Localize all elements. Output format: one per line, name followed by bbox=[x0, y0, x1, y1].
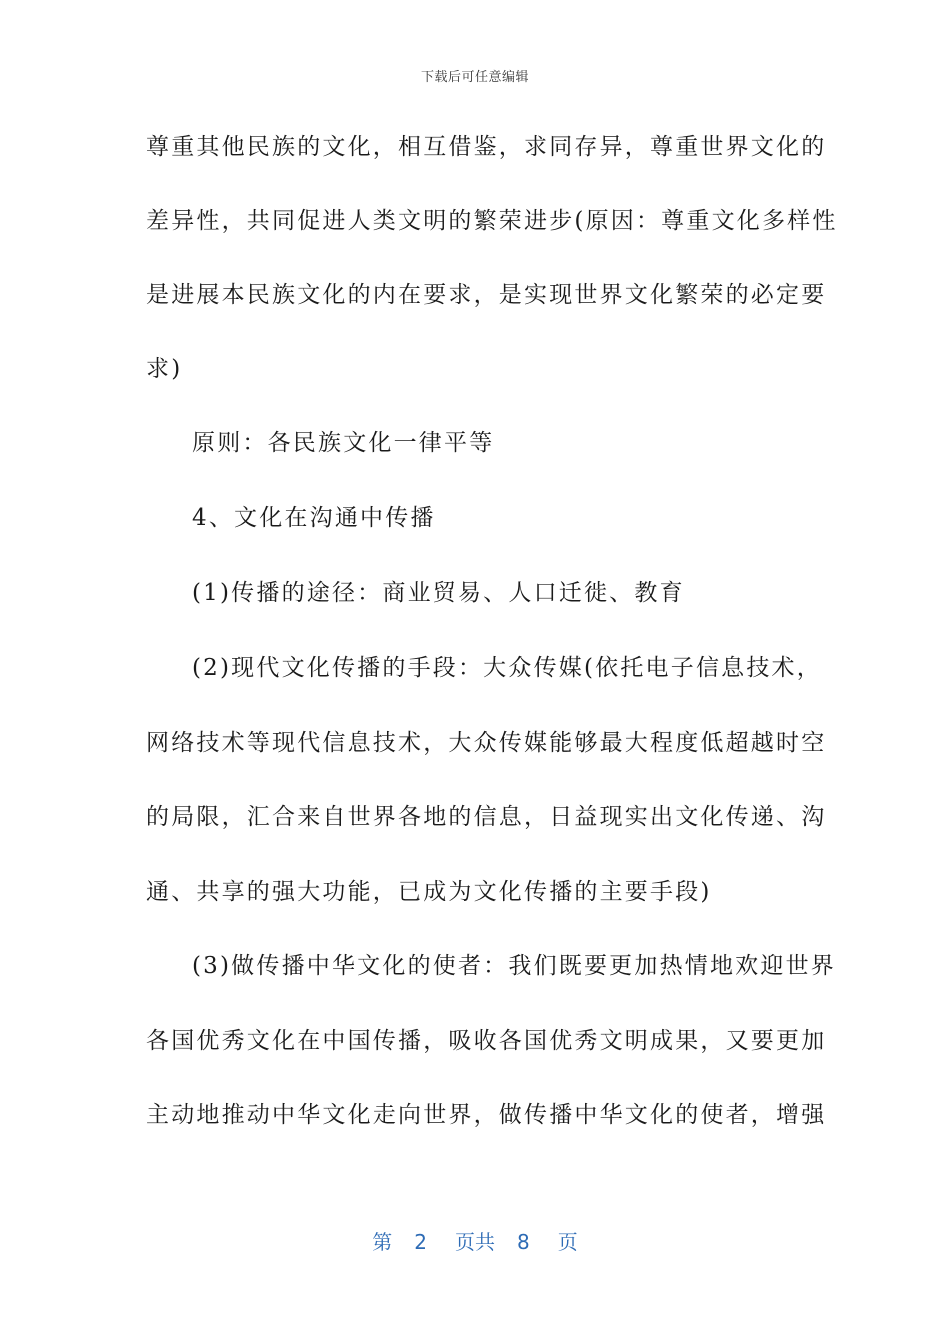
body-line-4: 求) bbox=[146, 356, 183, 382]
page-label-suffix: 页 bbox=[557, 1230, 578, 1254]
page-label-prefix: 第 bbox=[372, 1230, 393, 1254]
current-page-number: 2 bbox=[414, 1230, 427, 1254]
item-2-line-3: 的局限，汇合来自世界各地的信息，日益现实出文化传递、沟 bbox=[146, 804, 827, 830]
item-1-line: (1)传播的途径：商业贸易、人口迁徙、教育 bbox=[192, 580, 685, 606]
item-2-line-2: 网络技术等现代信息技术，大众传媒能够最大程度低超越时空 bbox=[146, 730, 827, 756]
item-2-line-4: 通、共享的强大功能，已成为文化传播的主要手段) bbox=[146, 879, 712, 905]
body-line-2: 差异性，共同促进人类文明的繁荣进步(原因：尊重文化多样性 bbox=[146, 208, 838, 234]
page-header: 下载后可任意编辑 bbox=[420, 70, 529, 85]
section-heading: 4、文化在沟通中传播 bbox=[192, 505, 436, 531]
item-3-line-2: 各国优秀文化在中国传播，吸收各国优秀文明成果，又要更加 bbox=[146, 1028, 827, 1054]
item-2-line-1: (2)现代文化传播的手段：大众传媒(依托电子信息技术， bbox=[192, 655, 822, 681]
page-label-mid: 页共 bbox=[455, 1230, 495, 1254]
body-line-3: 是进展本民族文化的内在要求，是实现世界文化繁荣的必定要 bbox=[146, 282, 827, 308]
total-pages-number: 8 bbox=[517, 1230, 530, 1254]
body-line-1: 尊重其他民族的文化，相互借鉴，求同存异，尊重世界文化的 bbox=[146, 134, 827, 160]
item-3-line-1: (3)做传播中华文化的使者：我们既要更加热情地欢迎世界 bbox=[192, 953, 836, 979]
item-3-line-3: 主动地推动中华文化走向世界，做传播中华文化的使者，增强 bbox=[146, 1102, 827, 1128]
page-footer bbox=[0, 1226, 950, 1255]
principle-line: 原则：各民族文化一律平等 bbox=[192, 430, 495, 456]
